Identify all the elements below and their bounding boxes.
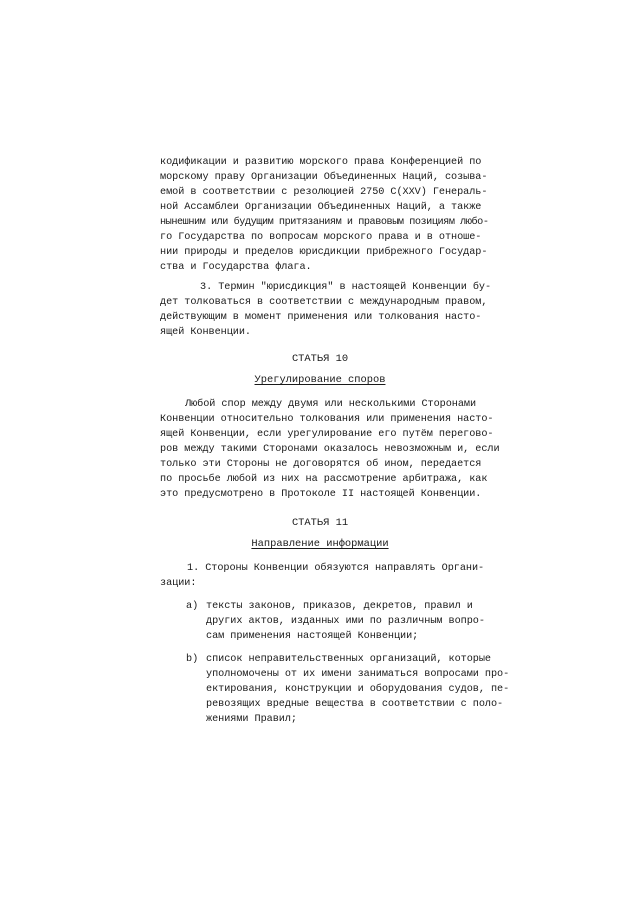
list-item-line: список неправительственных организаций, которые	[206, 654, 491, 665]
list-item-line: других актов, изданных ими по различным вопро-	[206, 616, 485, 627]
article-10-title: СТАТЬЯ 10	[291, 353, 349, 365]
paragraph-line: по просьбе любой из них на рассмотрение арбитража, как	[160, 474, 488, 485]
paragraph-line: 3. Термин "юрисдикция" в настоящей Конвенции бу-	[200, 282, 492, 293]
paragraph-line: дет толковаться в соответствии с международным правом,	[160, 297, 488, 308]
list-item-marker: a)	[186, 601, 199, 612]
article-10-subtitle-text: Урегулирование споров	[254, 374, 386, 386]
list-item-line: ектирования, конструкции и оборудования судов, пе-	[206, 684, 510, 695]
paragraph-line: ной Ассамблеи Организации Объединенных Наций, а также	[160, 202, 482, 213]
paragraph-line: это предусмотрено в Протоколе II настоящей Конвенции.	[160, 489, 482, 500]
paragraph-line: нии природы и пределов юрисдикции прибрежного Государ-	[160, 247, 488, 258]
paragraph-line: кодификации и развитию морского права Конференцией по	[160, 157, 482, 168]
list-item-line: жениями Правил;	[206, 714, 297, 725]
paragraph-line: ства и Государства флага.	[160, 262, 312, 273]
paragraph-line: только эти Стороны не договорятся об ином, передается	[160, 459, 482, 470]
paragraph-line: ров между такими Сторонами оказалось невозможным и, если	[160, 444, 500, 455]
article-11-subtitle-text: Направление информации	[251, 538, 389, 550]
paragraph-line: морскому праву Организации Объединенных Наций, созыва-	[160, 172, 488, 183]
paragraph-line: нынешним или будущим притязаниям и правовым позициям любо-	[160, 217, 489, 228]
list-item-line: ревозящих вредные вещества в соответствии с поло-	[206, 699, 504, 710]
paragraph-line: емой в соответствии с резолюцией 2750 C(XXV) Генераль-	[160, 187, 488, 198]
paragraph-line: Любой спор между двумя или несколькими Сторонами	[185, 399, 477, 410]
list-item-line: сам применения настоящей Конвенции;	[206, 631, 419, 642]
article-11-title: СТАТЬЯ 11	[291, 517, 349, 529]
paragraph-line: го Государства по вопросам морского права и в отноше-	[160, 232, 482, 243]
paragraph-line: ящей Конвенции.	[160, 327, 251, 338]
list-item-line: уполномочены от их имени заниматься вопросами про-	[206, 669, 510, 680]
paragraph-line: ящей Конвенции, если урегулирование его путём перегово-	[160, 429, 494, 440]
article-10-subtitle	[0, 373, 640, 388]
article-11-subtitle	[0, 537, 640, 552]
paragraph-line: Конвенции относительно толкования или применения насто-	[160, 414, 494, 425]
list-item-line: тексты законов, приказов, декретов, правил и	[206, 601, 473, 612]
list-item-marker: b)	[186, 654, 199, 665]
paragraph-line: зации:	[160, 578, 197, 589]
paragraph-line: 1. Стороны Конвенции обязуются направлять Органи-	[187, 563, 485, 574]
paragraph-line: действующим в момент применения или толкования насто-	[160, 312, 482, 323]
